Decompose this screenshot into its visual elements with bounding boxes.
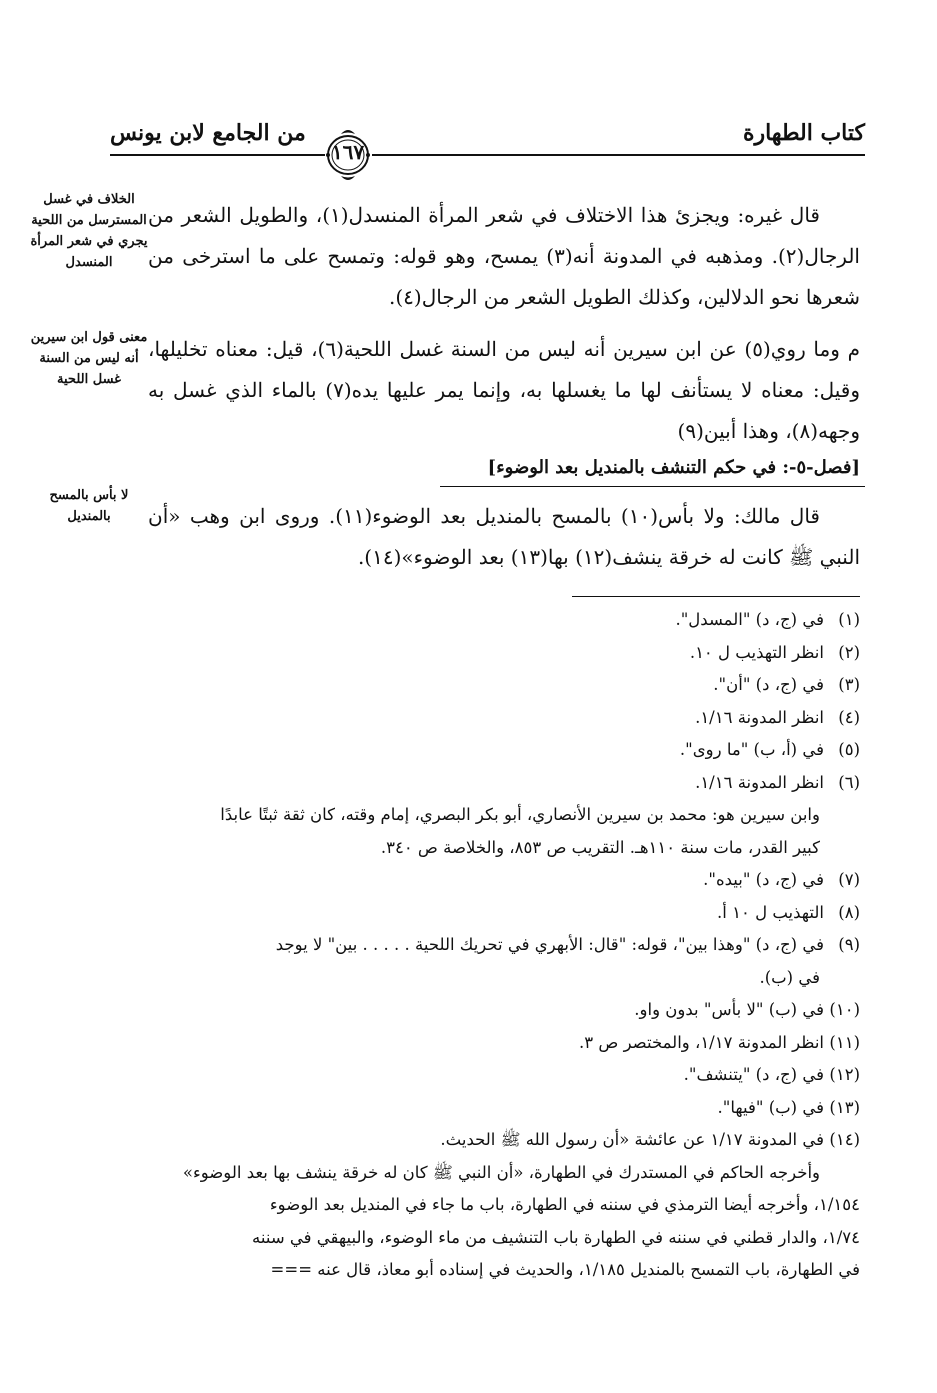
footnote-number: (٦) <box>838 772 860 792</box>
footnote-text: انظر المدونة ١/١٧، والمختصر ص ٣. <box>579 1032 824 1052</box>
header-rule-left <box>110 154 325 156</box>
footnote-number: (٨) <box>838 902 860 922</box>
footnote-continuation: في (ب). <box>759 967 820 987</box>
footnote-text: انظر المدونة ١/١٦. <box>695 707 824 727</box>
page-number-ornament <box>323 126 373 182</box>
footnote-text: التهذيب ل ١٠ أ. <box>717 902 824 922</box>
footnote <box>140 1027 860 1060</box>
footnote <box>140 1059 860 1092</box>
footnote-number: (١) <box>838 610 860 629</box>
footnote-continuation: كبير القدر، مات سنة ١١٠هـ. التقريب ص ٨٥٣، والخلاصة ص ٣٤٠. <box>380 837 820 857</box>
footnote <box>140 994 860 1027</box>
header-rule-right <box>372 154 865 156</box>
footnote <box>140 637 860 670</box>
footnote-text: انظر التهذيب ل ١٠. <box>689 642 824 662</box>
footnote-number: (١٢) <box>829 1065 860 1084</box>
footnote-separator <box>572 596 860 597</box>
footnote-text: في (ج، د) "أن". <box>713 675 824 694</box>
footnote-number: (١٠) <box>829 1000 860 1019</box>
footnote-continuation: وابن سيرين هو: محمد بن سيرين الأنصاري، أبو بكر البصري، إمام وقته، كان ثقة ثبتًا عابدًا <box>220 805 820 824</box>
footnote-continuation: في الطهارة، باب التمسح بالمنديل ١/١٨٥، والحديث في إسناده أبو معاذ، قال عنه === <box>270 1260 860 1279</box>
footnote-number: (١٣) <box>829 1097 860 1117</box>
footnote <box>140 897 860 930</box>
margin-note-2: معنى قول ابن سيرين أنه ليس من السنة غسل اللحية <box>30 330 148 387</box>
footnote-text: في (أ، ب) "ما روى". <box>679 740 824 759</box>
footnote-text: في (ج، د) "المسدل". <box>675 610 824 629</box>
footnote <box>140 702 860 735</box>
footnote <box>140 734 860 767</box>
footnotes <box>140 604 860 1287</box>
footnote-text: في (ب) "فيها". <box>717 1097 824 1117</box>
paragraph-2: م وما روي(٥) عن ابن سيرين أنه ليس من السنة غسل اللحية(٦)، قيل: معناه تخليلها، وقيل: معناه لا يستأنف لها ما يغسلها به، وإنما يمر عليها يده(٧) بالماء الذي غسل به وجهه(٨)، وهذا أبين(٩) <box>148 337 860 443</box>
footnote-number: (٥) <box>838 740 860 759</box>
paragraph-1: قال غيره: ويجزئ هذا الاختلاف في شعر المرأة المنسدل(١)، والطويل الشعر من الرجال(٢). ومذهبه في المدونة أنه(٣) يمسح، وهو قوله: وتمسح على ما استرخى من شعرها نحو الدلالين، وكذلك الطويل الشعر من الرجال(٤). <box>148 203 860 309</box>
margin-note-3: لا بأس بالمسح بالمنديل <box>49 488 129 524</box>
footnote-continuation: ١/٧٤، والدار قطني في سننه في الطهارة باب التنشيف من ماء الوضوء، والبيهقي في سننه <box>252 1227 860 1247</box>
footnote-text: في (ج، د) "وهذا بين"، قوله: "قال: الأبهري في تحريك اللحية . . . . . بين" لا يوجد <box>275 935 824 954</box>
paragraph-3: قال مالك: ولا بأس(١٠) بالمسح بالمنديل بعد الوضوء(١١). وروى ابن وهب «أن النبي ﷺ كانت له خرقة ينشف(١٢) بها(١٣) بعد الوضوء»(١٤). <box>148 504 860 569</box>
footnote-text: انظر المدونة ١/١٦. <box>695 772 824 792</box>
section-title: [فصل-٥-: في حكم التنشف بالمنديل بعد الوضوء] <box>487 457 860 478</box>
footnote-continuation: وأخرجه الحاكم في المستدرك في الطهارة، «أن النبي ﷺ كان له خرقة ينشف بها بعد الوضوء» <box>182 1162 820 1182</box>
footnote <box>140 669 860 702</box>
footnote-number: (٢) <box>838 642 860 662</box>
footnote-text: في المدونة ١/١٧ عن عائشة «أن رسول الله ﷺ الحديث. <box>440 1130 824 1149</box>
footnote-text: في (ب) "لا بأس" بدون واو. <box>634 1000 824 1019</box>
footnote-number: (٣) <box>838 675 860 694</box>
section-title-underline <box>440 486 865 487</box>
footnote-text: في (ج، د) "يتنشف". <box>683 1065 824 1084</box>
footnote <box>140 864 860 897</box>
footnote <box>140 1092 860 1125</box>
header-source-title: من الجامع لابن يونس <box>110 120 306 146</box>
footnote-text: في (ج، د) "بيده". <box>703 870 824 889</box>
footnote-number: (٧) <box>838 870 860 889</box>
footnote-number: (٩) <box>838 935 860 954</box>
header-book-title: كتاب الطهارة <box>742 120 865 146</box>
footnote <box>140 604 860 637</box>
footnote-number: (٤) <box>838 707 860 727</box>
footnote-number: (١٤) <box>829 1130 860 1149</box>
page-number: ١٦٧ <box>331 140 365 164</box>
footnote-number: (١١) <box>829 1032 860 1052</box>
footnote-continuation: ١/١٥٤، وأخرجه أيضا الترمذي في سننه في الطهارة، باب ما جاء في المنديل بعد الوضوء <box>269 1195 860 1214</box>
footnote <box>140 1124 860 1157</box>
margin-note-1: الخلاف في غسل المسترسل من اللحية يجري في شعر المرأة المنسدل <box>30 192 148 270</box>
footnote <box>140 767 860 800</box>
footnote <box>140 929 860 962</box>
